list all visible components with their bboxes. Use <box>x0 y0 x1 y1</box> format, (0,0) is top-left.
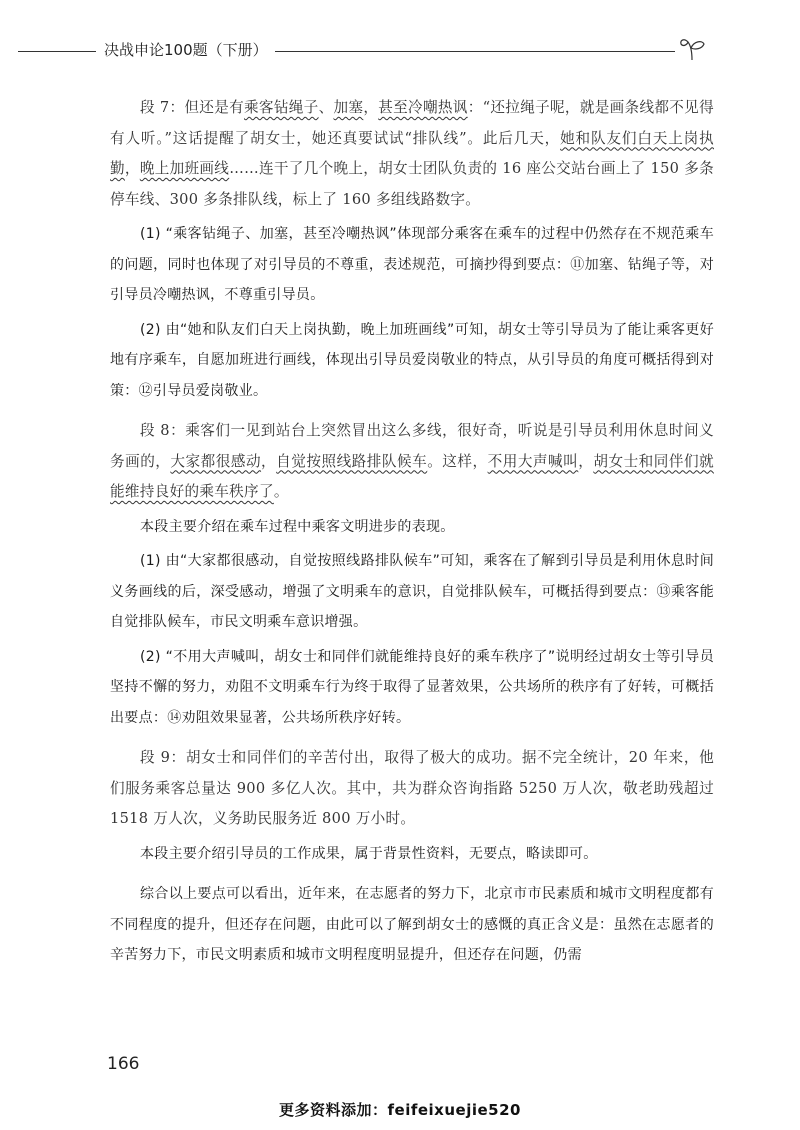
underlined-quote: 不用大声喊叫 <box>487 452 579 470</box>
analysis-paragraph: (2) “不用大声喊叫，胡女士和同伴们就能维持良好的乘车秩序了”说明经过胡女士等引导员坚持不懈的努力，劝阻不文明乘车行为终于取得了显著效果，公共场所的秩序有了好转，可概括出要点：⑭劝阻效果显著，公共场所秩序好转。 <box>110 648 714 726</box>
header-rule-left <box>18 51 96 52</box>
analysis-paragraph: 本段主要介绍在乘车过程中乘客文明进步的表现。 <box>140 518 455 535</box>
page-body <box>110 93 714 971</box>
underlined-quote: 她和队友们白天上岗执勤 <box>110 129 714 177</box>
source-paragraph-9: 段 9：胡女士和同伴们的辛苦付出，取得了极大的成功。据不完全统计，20 年来，他们服务乘客总量达 900 多亿人次。其中，共为群众咨询指路 5250 万人次，敬老助残超过 1518 万人次，义务助民服务近 800 万小时。 <box>110 749 714 827</box>
underlined-quote: 加塞 <box>333 99 364 116</box>
header-rule-right <box>275 51 675 52</box>
underlined-quote: 自觉按照线路排队候车 <box>276 452 428 470</box>
sprout-icon <box>678 36 708 62</box>
analysis-paragraph: 本段主要介绍引导员的工作成果，属于背景性资料，无要点，略读即可。 <box>140 845 598 862</box>
page-number: 166 <box>107 1054 140 1074</box>
source-paragraph-8: 段 8：乘客们一见到站台上突然冒出这么多线，很好奇，听说是引导员利用休息时间义务画的，大家都很感动，自觉按照线路排队候车。这样，不用大声喊叫，胡女士和同伴们就能维持良好的乘车秩序了。 <box>110 422 714 500</box>
analysis-paragraph: (1) 由“大家都很感动，自觉按照线路排队候车”可知，乘客在了解到引导员是利用休息时间义务画线的后，深受感动，增强了文明乘车的意识，自觉排队候车，可概括得到要点：⑬乘客能自觉排队候车，市民文明乘车意识增强。 <box>110 553 714 630</box>
analysis-paragraph: (1) “乘客钻绳子、加塞，甚至冷嘲热讽”体现部分乘客在乘车的过程中仍然存在不规范乘车的问题，同时也体现了对引导员的不尊重，表述规范，可摘抄得到要点：⑪加塞、钻绳子等，对引导员冷嘲热讽，不尊重引导员。 <box>110 226 714 303</box>
underlined-quote: 晚上加班画线 <box>139 160 230 177</box>
running-header <box>0 36 800 66</box>
underlined-quote: 乘客钻绳子 <box>244 99 319 116</box>
analysis-paragraph: (2) 由“她和队友们白天上岗执勤，晚上加班画线”可知，胡女士等引导员为了能让乘客更好地有序乘车，自愿加班进行画线，体现出引导员爱岗敬业的特点，从引导员的角度可概括得到对策：⑫引导员爱岗敬业。 <box>110 321 714 399</box>
underlined-quote: 大家都很感动 <box>170 452 262 470</box>
source-paragraph-7: 段 7：但还是有乘客钻绳子、加塞，甚至冷嘲热讽：“还拉绳子呢，就是画条线都不见得有人听。”这话提醒了胡女士，她还真要试试“排队线”。此后几天，她和队友们白天上岗执勤，晚上加班画线……连干了几个晚上，胡女士团队负责的 16 座公交站台画上了 150 多条停车线、300 多条排队线，标上了 160 多组线路数字。 <box>110 99 714 208</box>
book-title: 决战申论100题（下册） <box>104 41 268 59</box>
footer-note: 更多资料添加：feifeixuejie520 <box>279 1101 521 1119</box>
underlined-quote: 甚至冷嘲热讽 <box>378 99 468 116</box>
summary-paragraph: 综合以上要点可以看出，近年来，在志愿者的努力下，北京市市民素质和城市文明程度都有不同程度的提升，但还存在问题，由此可以了解到胡女士的感慨的真正含义是：虽然在志愿者的辛苦努力下，市民文明素质和城市文明程度明显提升，但还存在问题，仍需 <box>110 886 714 963</box>
underlined-quote: 胡女士和同伴们就能维持良好的乘车秩序了 <box>110 452 714 500</box>
